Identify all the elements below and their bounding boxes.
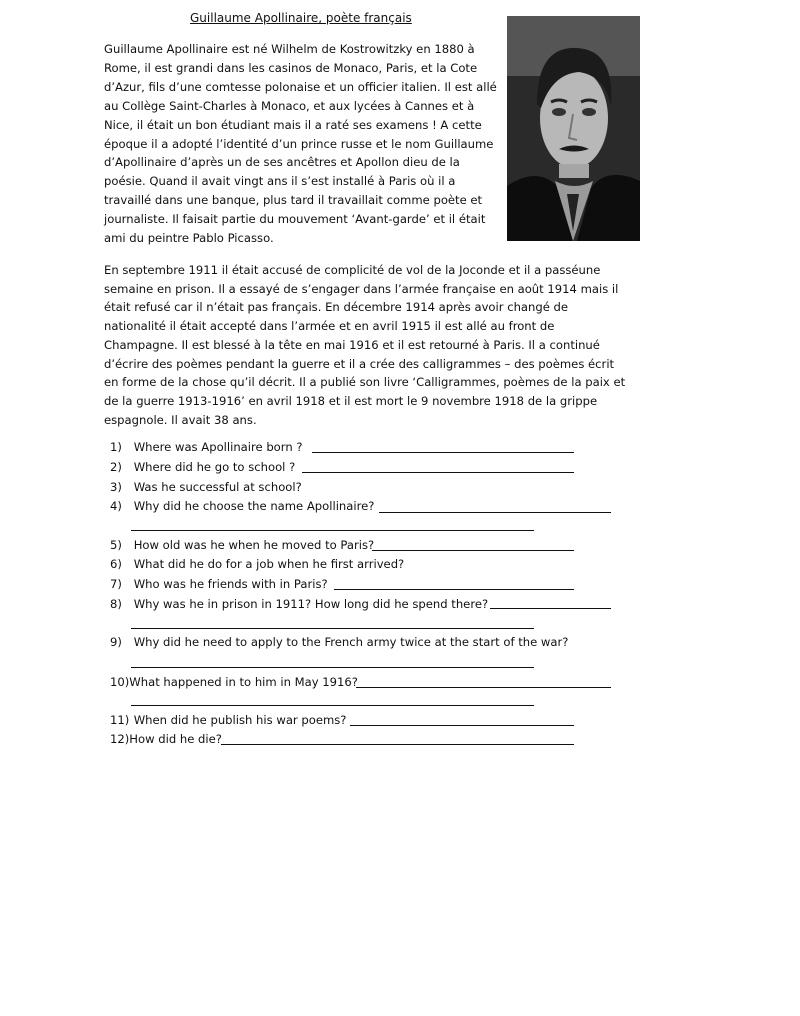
answer-line-10b[interactable] — [131, 705, 534, 706]
answer-line-2[interactable] — [302, 472, 574, 473]
question-9: 9) Why did he need to apply to the French army twice at the start of the war? — [110, 635, 569, 649]
answer-line-5[interactable] — [372, 550, 574, 551]
question-11: 11) When did he publish his war poems? — [110, 713, 347, 727]
question-8: 8) Why was he in prison in 1911? How long did he spend there? — [110, 597, 489, 611]
biography-paragraph-1: Guillaume Apollinaire est né Wilhelm de Kostrowitzky en 1880 à Rome, il est grandi dans les casinos de Monaco, Paris, et la Cote d’Azur, fils d’une comtesse polonaise et un officier italien. Il est allé au Collège Saint-Charles à Monaco, et aux lycées à Cannes et à Nice, il était un bon étudiant mais il a raté ses examens ! A cette époque il a adopté l’identité d’un prince russe et le nom Guillaume d’Apollinaire d’après un de ses ancêtres et Apollon dieu de la poésie. Quand il avait vingt ans il s’est installé à Paris où il a travaillé dans une banque, plus tard il travaillait comme poète et journaliste. Il faisait partie du mouvement ‘Avant-garde’ et il était ami du peintre Pablo Picasso. — [104, 42, 497, 246]
question-4: 4) Why did he choose the name Apollinaire? — [110, 499, 375, 513]
biography-paragraph-2: En septembre 1911 il était accusé de complicité de vol de la Joconde et il a passéune semaine en prison. Il a essayé de s’engager dans l’armée française en août 1914 mais il était refusé car il n’était pas français. En décembre 1914 après avoir changé de nationalité il était accepté dans l’armée et en avril 1915 il est allé au front de Champagne. Il est blessé à la tête en mai 1916 et il est retourné à Paris. Il a continué d’écrire des poèmes pendant la guerre et il a crée des calligrammes – des poèmes écrit en forme de la chose qu’il décrit. Il a publié son livre ‘Calligrammes, poèmes de la paix et de la guerre 1913-1916’ en avril 1918 et il est mort le 9 novembre 1918 de la grippe espagnole. Il avait 38 ans. — [104, 263, 626, 427]
answer-line-8b[interactable] — [131, 628, 534, 629]
question-6: 6) What did he do for a job when he first arrived? — [110, 557, 405, 571]
question-12: 12)How did he die? — [110, 732, 222, 746]
answer-line-7[interactable] — [334, 589, 574, 590]
answer-line-1[interactable] — [312, 452, 574, 453]
answer-line-9[interactable] — [131, 667, 534, 668]
question-5: 5) How old was he when he moved to Paris? — [110, 538, 375, 552]
answer-line-4a[interactable] — [379, 512, 611, 513]
answer-line-8a[interactable] — [490, 608, 611, 609]
portrait-photo — [507, 16, 640, 241]
question-3: 3) Was he successful at school? — [110, 480, 302, 494]
question-7: 7) Who was he friends with in Paris? — [110, 577, 328, 591]
answer-line-4b[interactable] — [131, 530, 534, 531]
question-2: 2) Where did he go to school ? — [110, 460, 296, 474]
answer-line-10a[interactable] — [356, 687, 611, 688]
portrait-image — [507, 16, 640, 241]
question-10: 10)What happened in to him in May 1916? — [110, 675, 358, 689]
answer-line-11[interactable] — [350, 725, 574, 726]
answer-line-12[interactable] — [221, 744, 574, 745]
question-1: 1) Where was Apollinaire born ? — [110, 440, 303, 454]
worksheet-title: Guillaume Apollinaire, poète français — [190, 11, 412, 25]
